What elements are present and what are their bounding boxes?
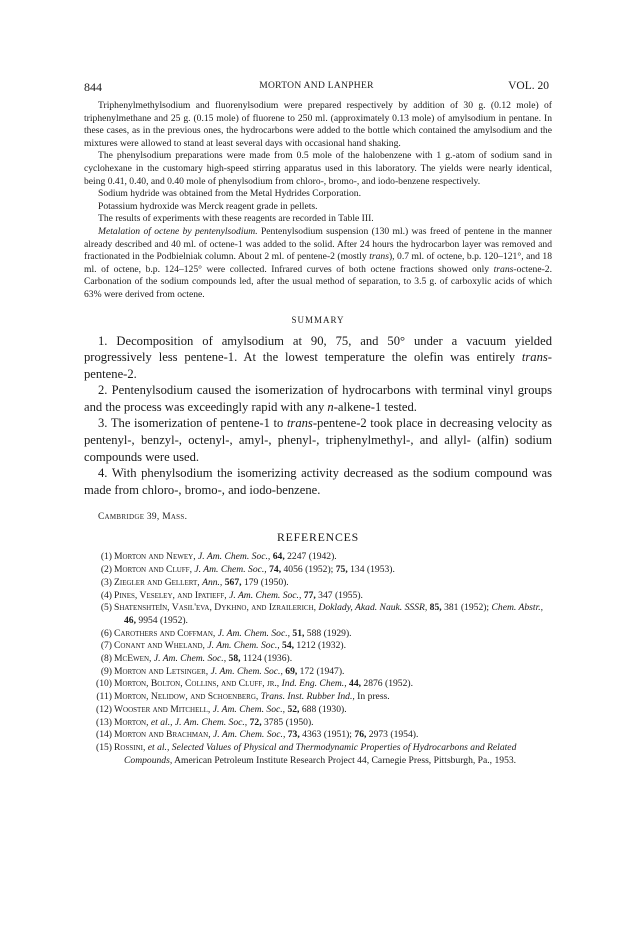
reference-details: 2876 (1952). bbox=[361, 678, 413, 690]
reference-authors: Morton and Letsinger, bbox=[114, 665, 209, 677]
metalation-trans-1: trans bbox=[369, 251, 389, 263]
paragraph-results: The results of experiments with these reagents are recorded in Table III. bbox=[98, 213, 374, 225]
paragraph-phenylsodium: The phenylsodium preparations were made from 0.5 mole of the halobenzene with 1 g.-atom of sodium sand in cyclohexane in the customary high-speed stirring apparatus used in this laboratory. The yields were nearly identical, being 0.41, 0.40, and 0.40 mole of phenylsodium from chloro-, bromo-, and iodo-benzene respectively. bbox=[84, 150, 552, 187]
reference-item bbox=[84, 628, 552, 641]
reference-authors: Morton and Newey, bbox=[114, 551, 196, 563]
reference-item bbox=[84, 602, 552, 627]
reference-volume: 72, bbox=[249, 716, 262, 728]
reference-journal: Trans. Inst. Rubber Ind., bbox=[260, 691, 355, 703]
reference-number: (3) bbox=[100, 576, 112, 588]
summary-item-2 bbox=[84, 382, 552, 415]
reference-number: (12) bbox=[96, 703, 112, 715]
reference-authors: Morton, bbox=[114, 716, 149, 728]
reference-journal: J. Am. Chem. Soc., bbox=[213, 729, 286, 741]
metalation-text-c: -octene-2. Carbonation of the sodium compounds led, after the usual method of separation, to 3.5 g. of carboxylic acids of which 63% were derived from octene. bbox=[84, 263, 552, 300]
reference-volume: 567, bbox=[224, 576, 242, 588]
reference-number: (8) bbox=[100, 653, 112, 665]
reference-number: (7) bbox=[100, 640, 112, 652]
reference-volume: 44, bbox=[349, 678, 362, 690]
reference-number: (5) bbox=[100, 602, 112, 614]
reference-number: (15) bbox=[96, 741, 112, 753]
reference-number: (2) bbox=[100, 564, 112, 576]
reference-authors: Morton and Cluff, bbox=[114, 564, 192, 576]
metalation-text-b: ), 0.7 ml. of octene, b.p. 120–121°, and 18 ml. of octene, b.p. 124–125° were collected. Infrared curves of both octene fractions showed only bbox=[84, 251, 552, 275]
summary-item-2-text-b: -alkene-1 tested. bbox=[333, 399, 417, 414]
reference-details: 1212 (1932). bbox=[294, 640, 346, 652]
reference-authors: Shatenshteĭn, Vasil'eva, Dykhno, and Izrailerich, bbox=[114, 602, 317, 614]
reference-authors: McEwen, bbox=[114, 653, 152, 665]
reference-etal: et al., bbox=[147, 741, 170, 753]
reference-volume: 73, bbox=[287, 729, 300, 741]
reference-journal-2: Chem. Abstr., bbox=[491, 602, 544, 614]
reference-journal: J. Am. Chem. Soc., bbox=[217, 627, 290, 639]
references-list bbox=[84, 551, 552, 767]
reference-item bbox=[84, 551, 552, 564]
reference-item bbox=[84, 666, 552, 679]
reference-journal: J. Am. Chem. Soc., bbox=[207, 640, 280, 652]
reference-volume-2: 46, bbox=[124, 614, 136, 626]
summary-item-1-italic: trans bbox=[521, 350, 548, 365]
reference-details: American Petroleum Institute Research Project 44, Carnegie Press, Pittsburgh, Pa., 1953. bbox=[172, 754, 517, 766]
reference-journal: Ind. Eng. Chem., bbox=[281, 678, 347, 690]
reference-authors: Wooster and Mitchell, bbox=[114, 703, 211, 715]
reference-item bbox=[84, 742, 552, 767]
reference-details-2: 134 (1953). bbox=[347, 564, 395, 576]
reference-number: (10) bbox=[96, 678, 112, 690]
summary-item-2-italic: n bbox=[327, 399, 334, 414]
reference-item bbox=[84, 729, 552, 742]
reference-details: 4056 (1952); bbox=[281, 564, 336, 576]
reference-number: (11) bbox=[96, 691, 112, 703]
page-header bbox=[84, 80, 549, 96]
reference-details: 381 (1952); bbox=[441, 602, 492, 614]
reference-item bbox=[84, 564, 552, 577]
reference-journal: J. Am. Chem. Soc., bbox=[194, 564, 267, 576]
reference-journal: Ann., bbox=[202, 576, 223, 588]
reference-item bbox=[84, 717, 552, 730]
summary-item-3-text-a: 3. The isomerization of pentene-1 to bbox=[98, 416, 287, 431]
reference-journal: Selected Values of Physical and Thermodynamic Properties of Hydrocarbons and Related Compounds, bbox=[124, 741, 517, 766]
reference-details: 588 (1929). bbox=[304, 627, 352, 639]
reference-authors: Morton, Bolton, Collins, and Cluff, jr., bbox=[114, 678, 280, 690]
reference-item bbox=[84, 691, 552, 704]
reference-number: (9) bbox=[100, 665, 112, 677]
reference-details: 172 (1947). bbox=[297, 665, 345, 677]
reference-volume: 69, bbox=[285, 665, 298, 677]
reference-item bbox=[84, 704, 552, 717]
reference-volume: 74, bbox=[269, 564, 282, 576]
reference-details: In press. bbox=[354, 691, 390, 703]
reference-volume-2: 75, bbox=[335, 564, 348, 576]
references-title: REFERENCES bbox=[276, 530, 360, 545]
reference-authors: Ziegler and Gellert, bbox=[114, 576, 200, 588]
summary-item-3-text-b: -pentene-2 took place in decreasing velocity as pentenyl-, benzyl-, octenyl-, amyl-, phenyl-, triphenylmethyl-, and allyl- (alfin) sodium compounds were used. bbox=[84, 416, 552, 464]
page-number: 844 bbox=[84, 80, 102, 94]
reference-volume: 85, bbox=[429, 602, 442, 614]
reference-number: (14) bbox=[96, 729, 112, 741]
reference-authors: Rossini, bbox=[114, 741, 146, 753]
summary-item-3-italic: trans bbox=[286, 416, 313, 431]
summary-item-1 bbox=[84, 333, 552, 383]
reference-journal: Doklady, Akad. Nauk. SSSR, bbox=[318, 602, 428, 614]
reference-details-2: 9954 (1952). bbox=[136, 614, 188, 626]
reference-details: 3785 (1950). bbox=[261, 716, 314, 728]
summary-title: SUMMARY bbox=[291, 314, 345, 325]
summary-item-2-text-a: 2. Pentenylsodium caused the isomerization of hydrocarbons with terminal vinyl groups and the process was exceedingly rapid with any bbox=[84, 383, 552, 414]
reference-volume: 77, bbox=[303, 589, 316, 601]
reference-details: 2247 (1942). bbox=[284, 551, 337, 563]
metalation-trans-2: trans bbox=[493, 263, 514, 275]
reference-journal: J. Am. Chem. Soc., bbox=[229, 589, 302, 601]
reference-item bbox=[84, 590, 552, 603]
reference-details: 179 (1950). bbox=[241, 576, 289, 588]
reference-item bbox=[84, 653, 552, 666]
page-body bbox=[84, 100, 552, 767]
reference-journal: J. Am. Chem. Soc., bbox=[153, 653, 227, 665]
reference-number: (1) bbox=[100, 551, 112, 563]
paragraph-metalation bbox=[84, 226, 552, 302]
paragraph-sodium-hydride: Sodium hydride was obtained from the Metal Hydrides Corporation. bbox=[98, 188, 361, 200]
reference-details: 347 (1955). bbox=[315, 589, 363, 601]
metalation-text-a: Pentenylsodium suspension (130 ml.) was freed of pentene in the manner already described and 40 ml. of octene-1 was added to the solid. After 24 hours the hydrocarbon layer was removed and fractionated in the Podbielniak column. About 2 ml. of pentene-2 (mostly bbox=[84, 225, 552, 263]
reference-item bbox=[84, 577, 552, 590]
reference-journal: J. Am. Chem. Soc., bbox=[198, 551, 271, 563]
reference-authors: Pines, Veseley, and Ipatieff, bbox=[114, 589, 227, 601]
summary-item-1-text-a: 1. Decomposition of amylsodium at 90, 75, and 50° under a vacuum yielded progressively less pentene-1. At the lowest temperature the olefin was entirely bbox=[84, 333, 552, 365]
reference-item bbox=[84, 640, 552, 653]
summary-item-1-text-b: -pentene-2. bbox=[84, 350, 552, 381]
summary-item-4: 4. With phenylsodium the isomerizing activity decreased as the sodium compound was made from chloro-, bromo-, and iodo-benzene. bbox=[84, 466, 552, 497]
volume-label: VOL. 20 bbox=[508, 80, 549, 92]
reference-volume: 51, bbox=[292, 627, 305, 639]
author-location: Cambridge 39, Mass. bbox=[98, 512, 188, 523]
reference-authors: Morton and Brachman, bbox=[114, 729, 211, 741]
reference-journal: J. Am. Chem. Soc., bbox=[210, 665, 283, 677]
reference-number: (6) bbox=[100, 627, 112, 639]
reference-authors: Conant and Wheland, bbox=[114, 640, 205, 652]
paragraph-triphenylmethylsodium: Triphenylmethylsodium and fluorenylsodium were prepared respectively by addition of 30 g. (0.12 mole) of triphenylmethane and 25 g. (0.15 mole) of fluorene to 250 ml. (approximately 0.13 mole) of amylsodium in pentane. In these cases, as in the previous ones, the hydrocarbons were added to the bottle which contained the amylsodium and the mixtures were allowed to stand at least several days with occasional hand shaking. bbox=[84, 100, 552, 149]
reference-journal: J. Am. Chem. Soc., bbox=[212, 703, 286, 715]
reference-number: (4) bbox=[100, 589, 112, 601]
reference-details: 4363 (1951); bbox=[299, 729, 355, 741]
reference-volume: 52, bbox=[287, 703, 300, 715]
reference-authors: Carothers and Coffman, bbox=[114, 627, 216, 639]
reference-etal: et al., bbox=[150, 716, 173, 728]
reference-volume: 64, bbox=[272, 551, 285, 563]
reference-number: (13) bbox=[96, 716, 112, 728]
reference-details: 1124 (1936). bbox=[240, 653, 293, 665]
summary-item-3 bbox=[84, 415, 552, 465]
reference-details-2: 2973 (1954). bbox=[366, 729, 419, 741]
reference-details: 688 (1930). bbox=[299, 703, 347, 715]
reference-volume-2: 76, bbox=[354, 729, 367, 741]
paragraph-potassium-hydroxide: Potassium hydroxide was Merck reagent grade in pellets. bbox=[98, 200, 318, 212]
metalation-heading: Metalation of octene by pentenylsodium. bbox=[98, 225, 258, 237]
reference-authors: Morton, Nelidow, and Schoenberg, bbox=[114, 691, 259, 703]
reference-item bbox=[84, 678, 552, 691]
reference-volume: 58, bbox=[228, 653, 241, 665]
reference-volume: 54, bbox=[282, 640, 295, 652]
reference-journal: J. Am. Chem. Soc., bbox=[174, 716, 248, 728]
running-head: MORTON AND LANPHER bbox=[259, 81, 374, 91]
